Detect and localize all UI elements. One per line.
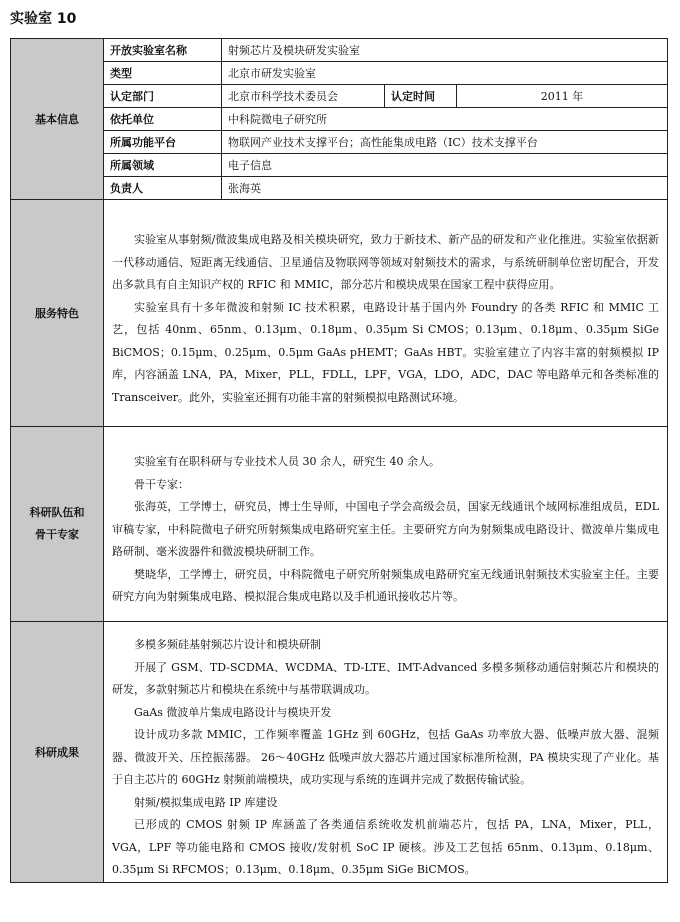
section-team <box>11 427 104 622</box>
lab-info-table <box>10 38 668 883</box>
label-platform: 所属功能平台 <box>104 131 222 154</box>
team-content <box>104 427 668 622</box>
section-team-line2: 骨干专家 <box>35 528 79 541</box>
row-service <box>11 200 668 427</box>
row-host-unit <box>11 108 668 131</box>
label-dept: 认定部门 <box>104 85 222 108</box>
row-platform <box>11 131 668 154</box>
row-results <box>11 622 668 883</box>
service-paragraph: 实验室从事射频/微波集成电路及相关模块研究，致力于新技术、新产品的研发和产业化推进。实验室依据新一代移动通信、短距离无线通信、卫星通信及物联网等领域对射频技术的需求，与系统研制单位密切配合，开发出多款具有自主知识产权的 RFIC 和 MMIC，部分芯片和模块成果在国家工程中获得应用。 <box>112 233 660 291</box>
section-basic-info: 基本信息 <box>11 39 104 200</box>
service-paragraph: 实验室具有十多年微波和射频 IC 技术积累，电路设计基于国内外 Foundry 的各类 RFIC 和 MMIC 工艺，包括 40nm、65nm、0.13μm、0.18μm、0.35μm Si CMOS；0.13μm、0.18μm、0.35μm SiGe BiCMOS；0.15μm、0.25μm、0.5μm GaAs pHEMT；GaAs HBT。实验室建立了内容丰富的射频模拟 IP 库，内容涵盖 LNA，PA，Mixer，PLL，FDLL，LPF，VGA，LDO，ADC，DAC 等电路单元和各类标准的 Transceiver。此外，实验室还拥有功能丰富的射频模拟电路测试环境。 <box>112 300 660 404</box>
team-paragraph: 骨干专家： <box>134 477 189 491</box>
value-field: 电子信息 <box>222 154 668 177</box>
value-host-unit: 中科院微电子研究所 <box>222 108 668 131</box>
results-paragraph: 开展了 GSM、TD-SCDMA、WCDMA、TD-LTE、IMT-Advanced 多模多频移动通信射频芯片和模块的研发，多款射频芯片和模块在系统中与基带联调成功。 <box>112 660 660 696</box>
results-paragraph: 已形成的 CMOS 射频 IP 库涵盖了各类通信系统收发机前端芯片，包括 PA，LNA，Mixer，PLL，VGA，LPF 等功能电路和 CMOS 接收/发射机 SoC IP 硬核。涉及工艺包括 65nm、0.13μm、0.18μm、0.35μm Si RFCMOS；0.13μm、0.18μm、0.35μm SiGe BiCMOS。 <box>112 818 660 876</box>
row-team <box>11 427 668 622</box>
label-host-unit: 依托单位 <box>104 108 222 131</box>
label-leader: 负责人 <box>104 177 222 200</box>
team-paragraph: 张海英，工学博士，研究员，博士生导师，中国电子学会高级会员，国家无线通讯个域网标准组成员，EDL 审稿专家，中科院微电子研究所射频集成电路研究室主任。主要研究方向为射频集成电路设计、微波单片集成电路研制、毫米波器件和微波模块研制工作。 <box>112 500 660 559</box>
value-lab-name: 射频芯片及模块研发实验室 <box>222 39 668 62</box>
team-paragraph: 实验室有在职科研与专业技术人员 30 余人，研究生 40 余人。 <box>134 455 440 469</box>
results-paragraph: 多模多频硅基射频芯片设计和模块研制 <box>134 638 321 651</box>
row-dept <box>11 85 668 108</box>
results-paragraph: 设计成功多款 MMIC，工作频率覆盖 1GHz 到 60GHz，包括 GaAs 功率放大器、低噪声放大器、混频器、微波开关、压控振荡器。 26～40GHz 低噪声放大器芯片通过国家标准所检测，PA 模块实现了产业化。基于自主芯片的 60GHz 射频前端模块，成功实现与系统的连调并完成了数据传输试验。 <box>112 728 660 786</box>
section-results: 科研成果 <box>11 622 104 883</box>
value-platform: 物联网产业技术支撑平台；高性能集成电路（IC）技术支撑平台 <box>222 131 668 154</box>
team-paragraph: 樊晓华，工学博士，研究员，中科院微电子研究所射频集成电路研究室无线通讯射频技术实验室主任。主要研究方向为射频集成电路、模拟混合集成电路以及手机通讯接收芯片等。 <box>112 567 660 604</box>
value-date: 2011 年 <box>457 85 668 108</box>
section-team-line1: 科研队伍和 <box>29 506 85 519</box>
row-type <box>11 62 668 85</box>
row-leader <box>11 177 668 200</box>
row-lab-name <box>11 39 668 62</box>
label-field: 所属领域 <box>104 154 222 177</box>
value-leader: 张海英 <box>222 177 668 200</box>
service-content <box>104 200 668 427</box>
label-type: 类型 <box>104 62 222 85</box>
results-paragraph: GaAs 微波单片集成电路设计与模块开发 <box>134 705 332 719</box>
page-title: 实验室 10 <box>10 11 77 27</box>
results-content <box>104 622 668 883</box>
results-paragraph: 射频/模拟集成电路 IP 库建设 <box>134 795 278 809</box>
section-service: 服务特色 <box>11 200 104 427</box>
value-dept: 北京市科学技术委员会 <box>222 85 385 108</box>
value-type: 北京市研发实验室 <box>222 62 668 85</box>
label-lab-name: 开放实验室名称 <box>104 39 222 62</box>
label-date: 认定时间 <box>385 85 457 108</box>
row-field <box>11 154 668 177</box>
